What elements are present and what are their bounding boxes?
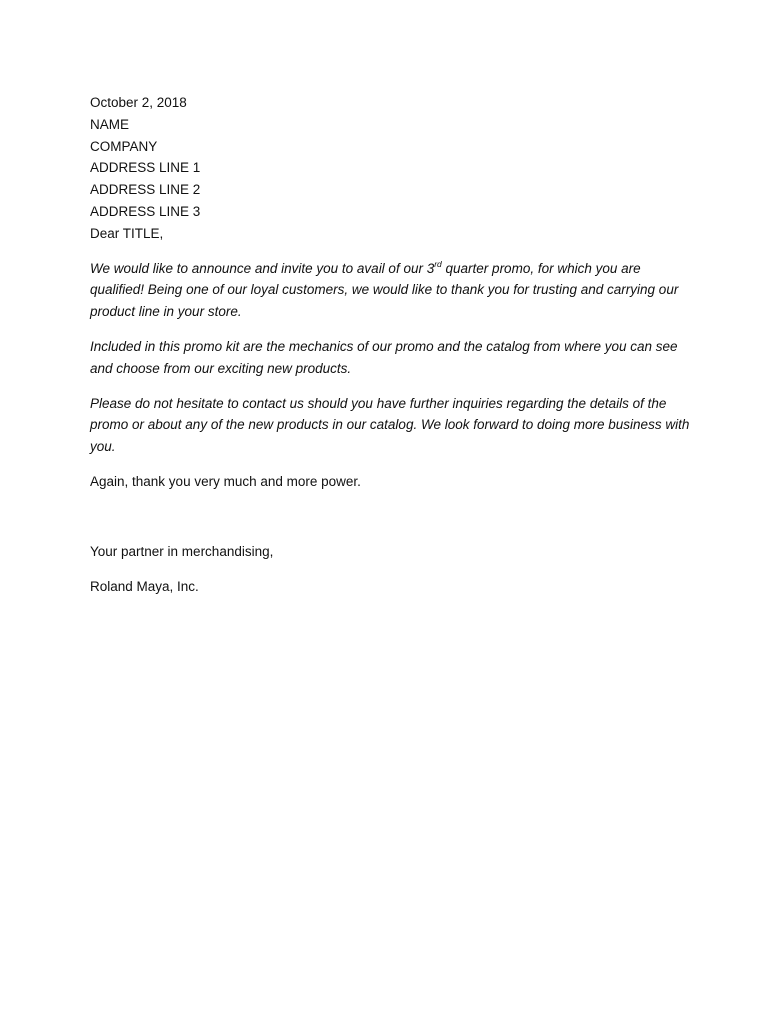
salutation: Dear TITLE, [90,225,164,241]
recipient-company: COMPANY [90,138,158,154]
recipient-name: NAME [90,116,130,132]
address-line-2: ADDRESS LINE 2 [90,182,201,198]
thanks-line: Again, thank you very much and more power. [90,473,361,489]
address-block [90,92,690,245]
paragraph-contact: Please do not hesitate to contact us should you have further inquiries regarding the details of the promo or about any of the new products in our catalog. We look forward to doing more business with you. [90,395,690,455]
ordinal-suffix: rd [434,258,442,269]
address-line-3: ADDRESS LINE 3 [90,203,201,219]
address-line-1: ADDRESS LINE 1 [90,160,201,176]
signature: Roland Maya, Inc. [90,578,199,594]
letter-body [90,92,690,597]
letter-date: October 2, 2018 [90,95,187,110]
paragraph-promo-announcement [90,258,690,323]
paragraph-1-text-start: We would like to announce and invite you to avail of our 3 [90,260,435,276]
paragraph-promo-kit: Included in this promo kit are the mechanics of our promo and the catalog from where you can see and choose from our exciting new products. [90,338,678,376]
paragraph-1-text-end: quarter promo, for which you are qualified! Being one of our loyal customers, we would like to thank you for trusting and carrying our product line in your store. [90,260,679,320]
sign-off: Your partner in merchandising, [90,543,274,559]
